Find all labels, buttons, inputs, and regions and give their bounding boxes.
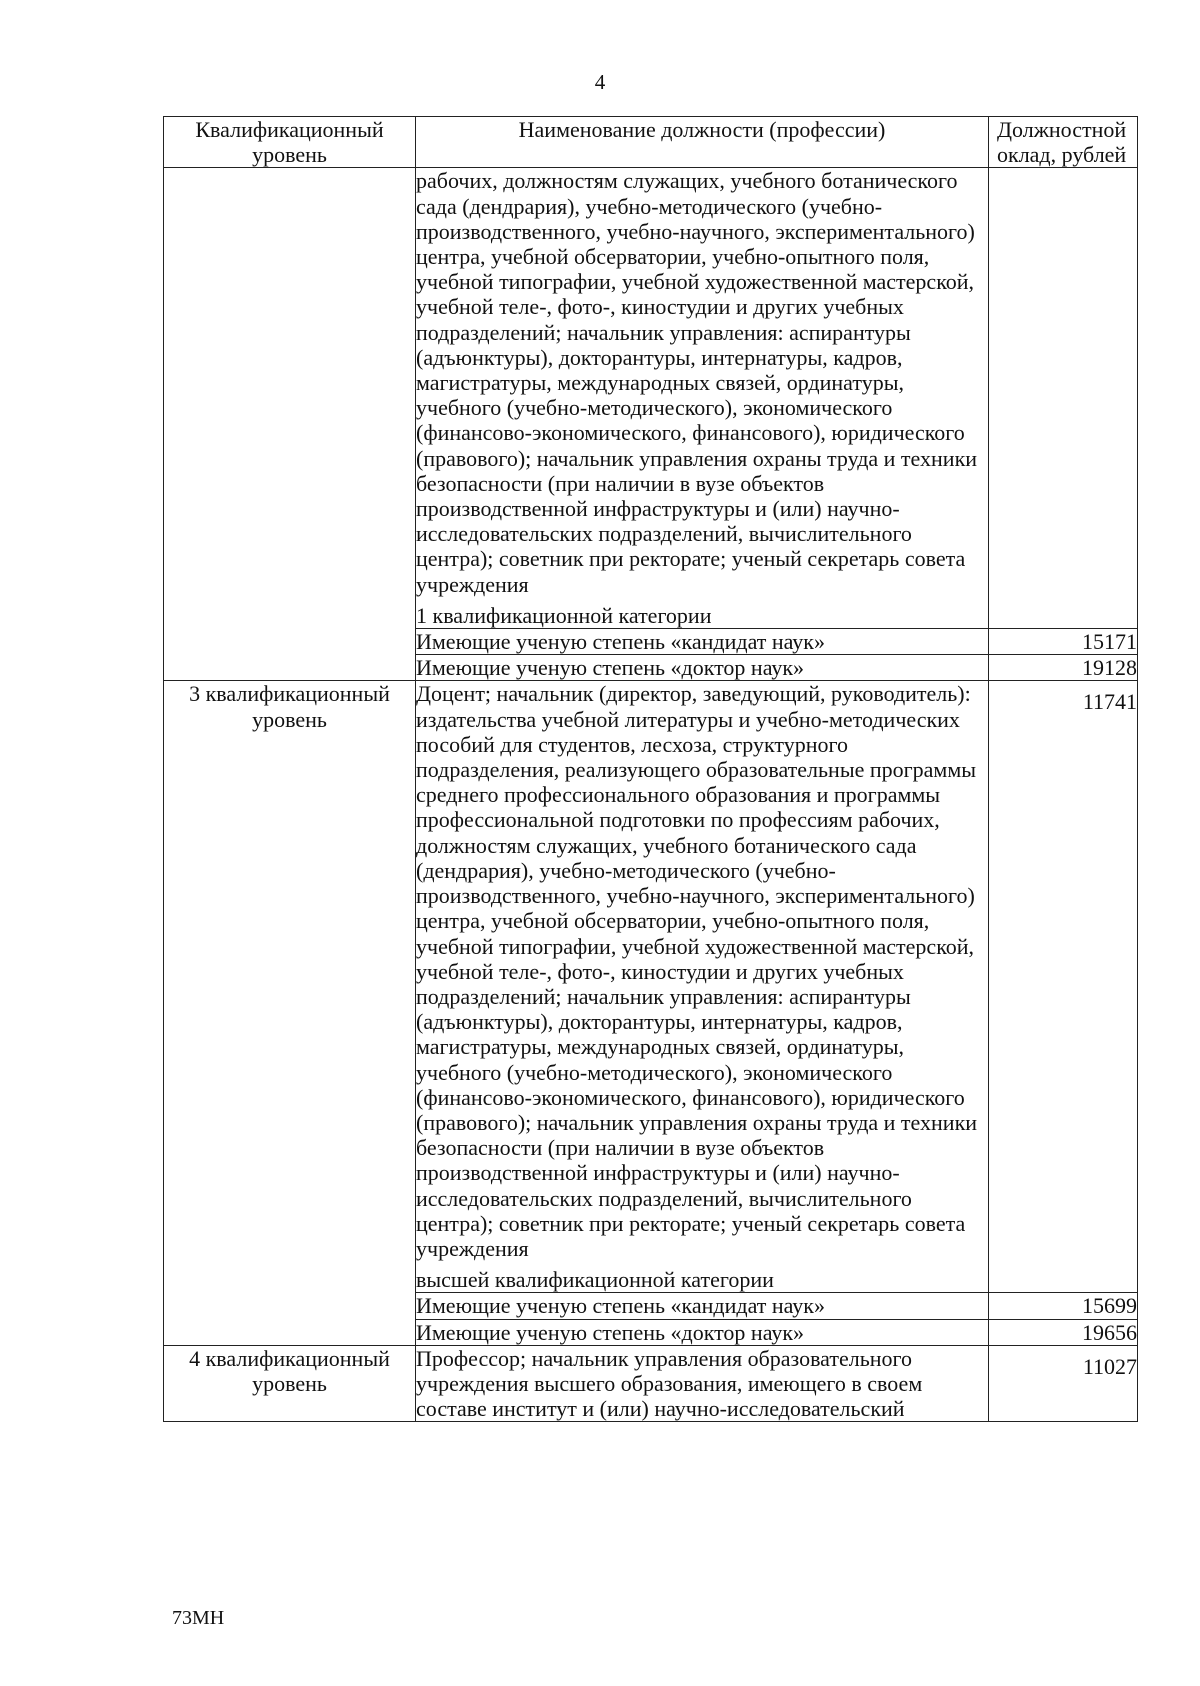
degree-label: Имеющие ученую степень «доктор наук» bbox=[416, 1319, 989, 1345]
salary-value: 11741 bbox=[989, 681, 1138, 1293]
salary-value: 19128 bbox=[989, 655, 1138, 681]
salary-cell bbox=[989, 168, 1138, 629]
level-cell-continued bbox=[164, 168, 416, 681]
salary-value: 15699 bbox=[989, 1293, 1138, 1319]
degree-label: Имеющие ученую степень «кандидат наук» bbox=[416, 1293, 989, 1319]
qualification-level: 4 квалификационный уровень bbox=[164, 1345, 416, 1422]
header-qualification-level: Квалификационный уровень bbox=[164, 117, 416, 168]
salary-value: 11027 bbox=[989, 1345, 1138, 1422]
position-description: Доцент; начальник (директор, заведующий, руководитель): издательства учебной литературы и учебно-методических пособий для студентов, лесхоза, структурного подразделения, реализующего образовательные программы среднего профессионального образования и программы профессиональной подготовки по профессиям рабочих, должностям служащих, учебного ботанического сада (дендрария), учебно-методического (учебно-производственного, учебно-научного, экспериментального) центра, учебной обсерватории, учебно-опытного поля, учебной типографии, учебной художественной мастерской, учебной теле-, фото-, киностудии и других учебных подразделений; начальник управления: аспирантуры (адъюнктуры), докторантуры, интернатуры, кадров, магистратуры, международных связей, ординатуры, учебного (учебно-методического), экономического (финансово-экономического, финансового), юридического (правового); начальник управления охраны труда и техники безопасности (при наличии в вузе объектов производственной инфраструктуры и (или) научно-исследовательских подразделений, вычислительного центра); советник при ректорате; ученый секретарь совета учреждения bbox=[416, 681, 978, 1261]
page-number: 4 bbox=[594, 70, 606, 94]
degree-label: Имеющие ученую степень «кандидат наук» bbox=[416, 629, 989, 655]
position-description-cell bbox=[416, 681, 989, 1293]
header-position-name: Наименование должности (профессии) bbox=[416, 117, 989, 168]
document-code: 73МН bbox=[172, 1607, 225, 1629]
salary-value: 19656 bbox=[989, 1319, 1138, 1345]
position-description: Профессор; начальник управления образовательного учреждения высшего образования, имеющего в своем составе институт и (или) научно-исследовательский bbox=[416, 1345, 923, 1422]
table-row bbox=[164, 1345, 1138, 1422]
degree-label: Имеющие ученую степень «доктор наук» bbox=[416, 655, 989, 681]
position-description-cell bbox=[416, 1345, 989, 1422]
header-salary: Должностной оклад, рублей bbox=[989, 117, 1138, 168]
category-label: высшей квалификационной категории bbox=[416, 1267, 774, 1293]
salary-value: 15171 bbox=[989, 629, 1138, 655]
position-description-cell bbox=[416, 168, 989, 629]
position-description: рабочих, должностям служащих, учебного ботанического сада (дендрария), учебно-методического (учебно-производственного, учебно-научного, экспериментального) центра, учебной обсерватории, учебно-опытного поля, учебной типографии, учебной художественной мастерской, учебной теле-, фото-, киностудии и других учебных подразделений; начальник управления: аспирантуры (адъюнктуры), докторантуры, интернатуры, кадров, магистратуры, международных связей, ординатуры, учебного (учебно-методического), экономического (финансово-экономического, финансового), юридического (правового); начальник управления охраны труда и техники безопасности (при наличии в вузе объектов производственной инфраструктуры и (или) научно-исследовательских подразделений, вычислительного центра); советник при ректорате; ученый секретарь совета учреждения bbox=[416, 168, 978, 597]
category-label: 1 квалификационной категории bbox=[416, 602, 712, 628]
qualification-level: 3 квалификационный уровень bbox=[164, 681, 416, 1345]
table-row bbox=[164, 168, 1138, 629]
table-header-row bbox=[164, 117, 1138, 168]
table-row bbox=[164, 681, 1138, 1293]
salary-table bbox=[163, 116, 1138, 1422]
